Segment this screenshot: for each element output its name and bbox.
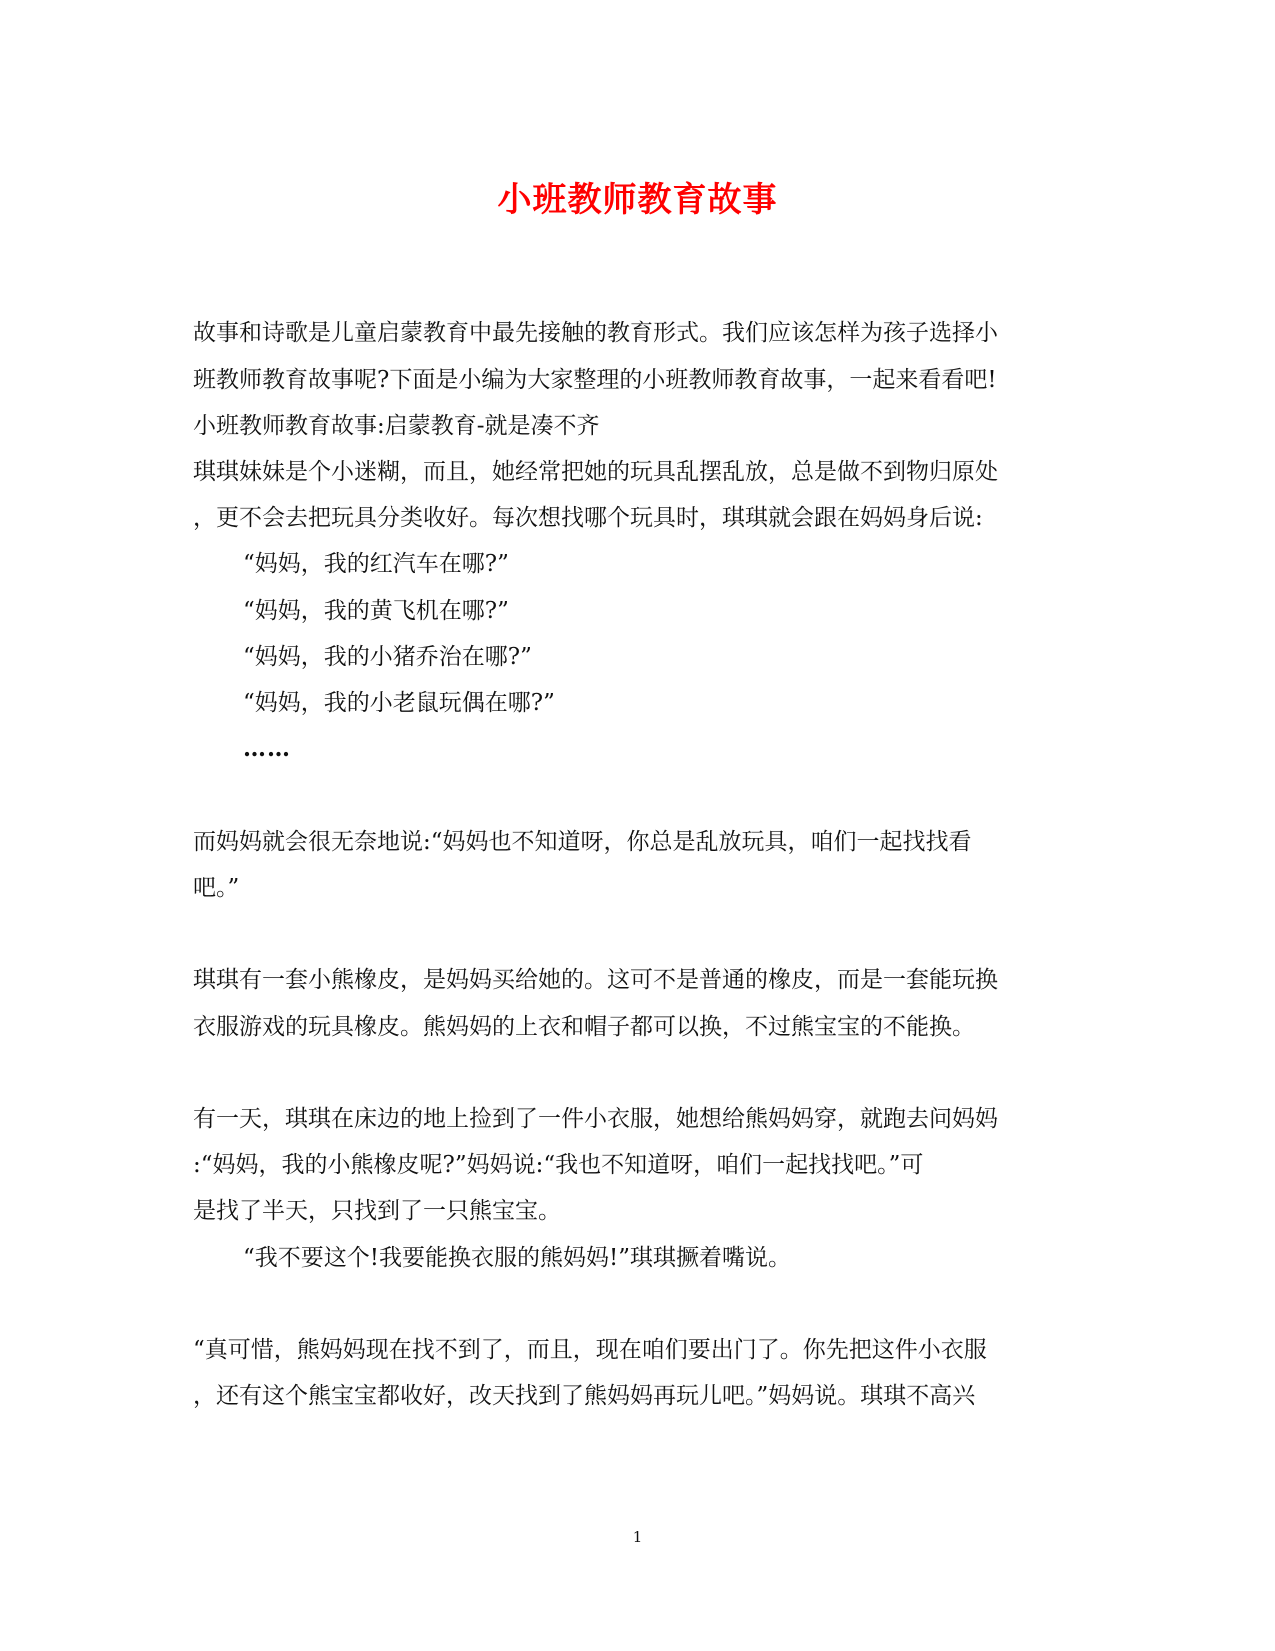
paragraph-line: 是找了半天，只找到了一只熊宝宝。 (193, 1198, 561, 1224)
paragraph-line: 故事和诗歌是儿童启蒙教育中最先接触的教育形式。我们应该怎样为孩子选择小 (193, 320, 998, 346)
dialogue-line: “妈妈，我的小老鼠玩偶在哪?” (243, 690, 555, 716)
paragraph-line: ，还有这个熊宝宝都收好，改天找到了熊妈妈再玩儿吧。”妈妈说。琪琪不高兴 (193, 1383, 976, 1409)
dialogue-line: “我不要这个!我要能换衣服的熊妈妈!”琪琪撅着嘴说。 (243, 1245, 792, 1271)
paragraph-line: :“妈妈，我的小熊橡皮呢?”妈妈说:“我也不知道呀，咱们一起找找吧。”可 (193, 1152, 924, 1178)
paragraph-line: 班教师教育故事呢?下面是小编为大家整理的小班教师教育故事，一起来看看吧! (193, 367, 997, 393)
paragraph-line: 吧。” (193, 875, 240, 901)
paragraph-line: 琪琪有一套小熊橡皮，是妈妈买给她的。这可不是普通的橡皮，而是一套能玩换 (193, 967, 998, 993)
page-number: 1 (632, 1528, 643, 1546)
dialogue-line: “妈妈，我的黄飞机在哪?” (243, 598, 509, 624)
paragraph-line: 衣服游戏的玩具橡皮。熊妈妈的上衣和帽子都可以换，不过熊宝宝的不能换。 (193, 1014, 975, 1040)
paragraph-line: 琪琪妹妹是个小迷糊，而且，她经常把她的玩具乱摆乱放，总是做不到物归原处 (193, 459, 998, 485)
ellipsis: …… (243, 735, 291, 762)
paragraph-line: 而妈妈就会很无奈地说:“妈妈也不知道呀，你总是乱放玩具，咱们一起找找看 (193, 829, 972, 855)
paragraph-line: 有一天，琪琪在床边的地上捡到了一件小衣服，她想给熊妈妈穿，就跑去问妈妈 (193, 1106, 998, 1132)
section-heading: 小班教师教育故事:启蒙教育-就是凑不齐 (193, 413, 600, 439)
paragraph-line: ，更不会去把玩具分类收好。每次想找哪个玩具时，琪琪就会跟在妈妈身后说: (193, 505, 983, 531)
paragraph-line: “真可惜，熊妈妈现在找不到了，而且，现在咱们要出门了。你先把这件小衣服 (193, 1337, 987, 1363)
dialogue-line: “妈妈，我的红汽车在哪?” (243, 551, 509, 577)
document-title: 小班教师教育故事 (497, 180, 778, 220)
dialogue-line: “妈妈，我的小猪乔治在哪?” (243, 644, 532, 670)
